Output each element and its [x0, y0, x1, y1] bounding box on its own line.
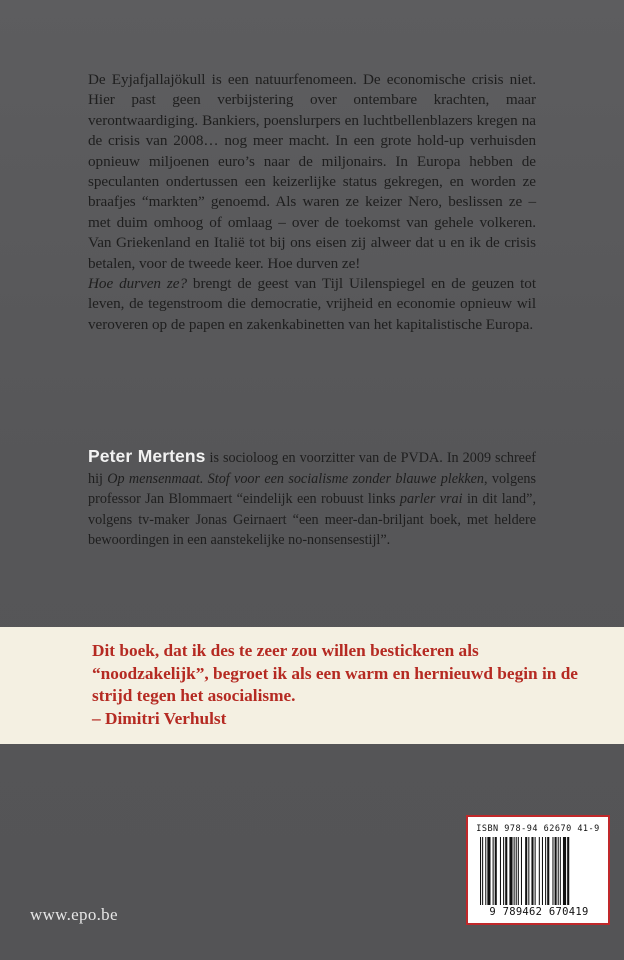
quote-author: – Dimitri Verhulst — [92, 708, 227, 728]
barcode-box — [466, 815, 610, 925]
barcode-icon — [480, 837, 598, 905]
ean-number: 9 789462 670419 — [489, 906, 589, 918]
quote-text: Dit boek, dat ik des te zeer zou willen bestickeren als “noodzakelijk”, begroet ik als een warm en hernieuwd begin in de strijd tegen het asocialisme. — [92, 641, 578, 706]
bio-book-title: Op mensenmaat. Stof voor een socialisme zonder blauwe plekken — [107, 470, 485, 487]
book-title-italic: Hoe durven ze? — [88, 275, 187, 293]
blurb-text — [88, 70, 536, 335]
isbn-label: ISBN 978-94 62670 41-9 — [476, 824, 600, 834]
bio-text-1: is socioloog en voorzitter van de PVDA. In 2009 schreef hij — [88, 450, 537, 487]
bio-text-3: in dit land”, volgens tv-maker Jonas Geirnaert “een meer-dan-briljant boek, met heldere bewoordingen in een aanstekelijke no-nonsensestijl”. — [88, 491, 536, 549]
blurb-paragraph-2-text: brengt de geest van Tijl Uilenspiegel en de geuzen tot leven, de tegenstroom die democratie, vrijheid en economie opnieuw wil veroveren op de papen en zakenkabinetten van het kapitalistische Europa. — [88, 275, 536, 333]
blurb-paragraph-2 — [88, 274, 536, 335]
blurb-paragraph-1: De Eyjafjallajökull is een natuurfenomeen. De economische crisis niet. Hier past geen verbijstering over ontembare krachten, maar verontwaardiging. Bankiers, poenslurpers en luchtbellenblazers kregen na de crisis van 2008… nog meer macht. In een grote hold-up verhuisden opnieuw miljoenen euro’s naar de miljonairs. In Europa hebben de speculanten ondertussen een keizerlijke status gekregen, en worden ze braafjes “markten” genoemd. Als waren ze keizer Nero, beslissen ze – met duim omhoog of omlaag – over de toekomst van gehele volkeren. Van Griekenland en Italië tot bij ons eisen zij alweer dat u en ik de crisis betalen, voor de tweede keer. Hoe durven ze! — [88, 71, 536, 272]
publisher-website[interactable]: www.epo.be — [30, 905, 118, 924]
author-bio — [88, 446, 536, 551]
quote-band — [0, 627, 624, 744]
bio-text-2: , volgens professor Jan Blommaert “eindelijk een robuust links — [88, 470, 536, 508]
author-name: Peter Mertens — [88, 446, 206, 466]
bio-phrase: parler vrai — [399, 491, 463, 508]
endorsement-quote — [92, 640, 592, 730]
